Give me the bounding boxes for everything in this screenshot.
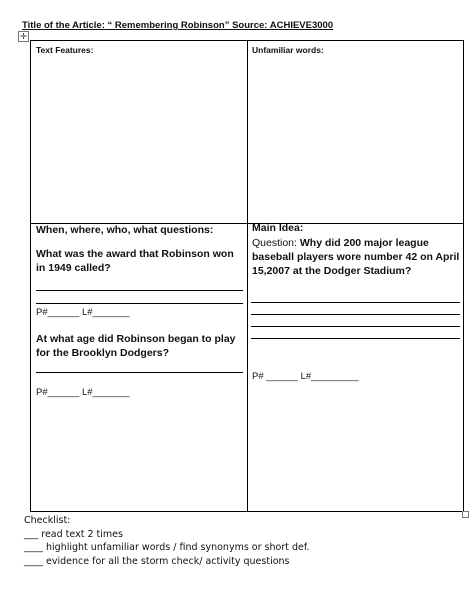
answer-line <box>36 290 243 291</box>
main-idea-question <box>252 236 460 278</box>
checklist-item: ___ read text 2 times <box>24 528 123 540</box>
main-idea-heading: Main Idea: <box>252 222 304 234</box>
page-line-reference: P# ______ L#_________ <box>252 371 359 382</box>
column-divider <box>247 41 248 511</box>
question-age: At what age did Robinson began to play for the Brooklyn Dodgers? <box>36 333 236 359</box>
wwww-heading: When, where, who, what questions: <box>36 224 214 236</box>
organizer-table <box>30 40 464 512</box>
answer-line <box>251 338 460 339</box>
checklist-item: ____ evidence for all the storm check/ activity questions <box>24 555 290 567</box>
answer-line <box>251 302 460 303</box>
checklist-heading: Checklist: <box>24 515 71 526</box>
answer-line <box>36 303 243 304</box>
text-features-label: Text Features: <box>36 45 94 55</box>
page-line-reference: P#______ L#_______ <box>36 307 130 318</box>
question-prefix: Question: <box>252 237 297 249</box>
question-award: What was the award that Robinson won in 1949 called? <box>36 248 234 274</box>
article-title: Title of the Article: “ Remembering Robinson” Source: ACHIEVE3000 <box>22 20 334 31</box>
checklist <box>24 514 310 568</box>
answer-line <box>251 326 460 327</box>
checklist-item: ____ highlight unfamiliar words / find synonyms or short def. <box>24 542 310 553</box>
page-line-reference: P#______ L#_______ <box>36 387 130 398</box>
answer-line <box>251 314 460 315</box>
question-text: Why did 200 major league baseball players wore number 42 on April 15,2007 at the Dodger Stadium? <box>252 237 460 277</box>
answer-line <box>36 372 243 373</box>
move-cross-icon[interactable]: ✛ <box>18 31 29 42</box>
table-resize-handle-icon[interactable] <box>462 511 469 518</box>
unfamiliar-words-label: Unfamiliar words: <box>252 45 324 55</box>
